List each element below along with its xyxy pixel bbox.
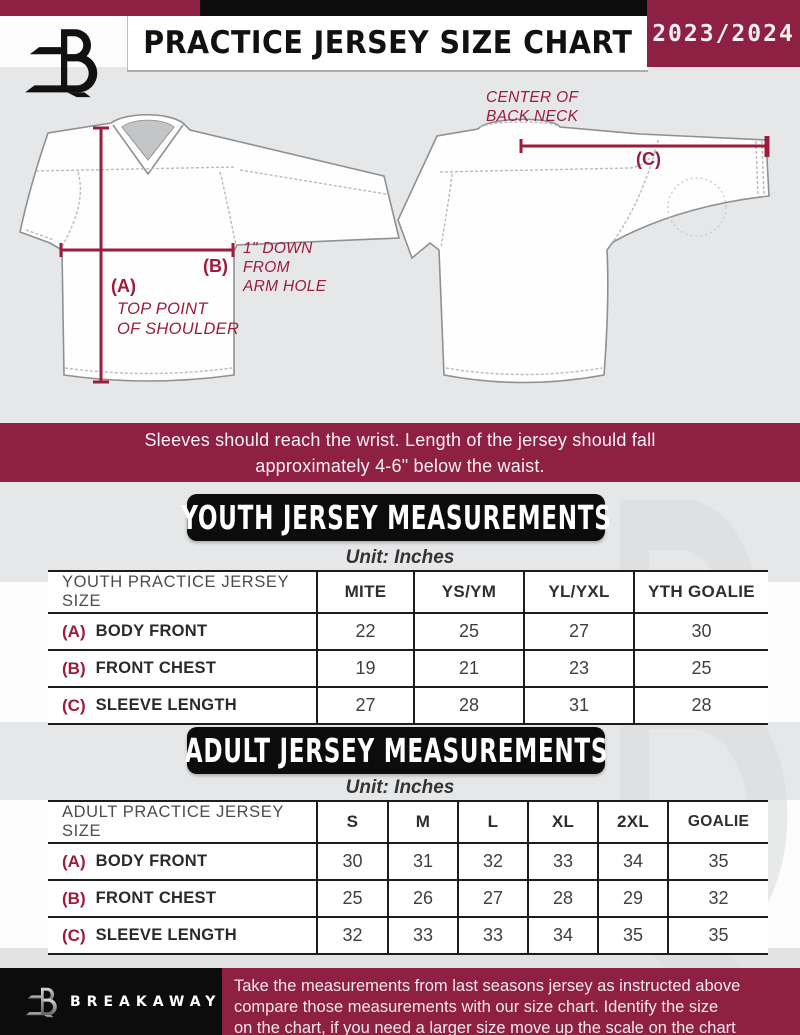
- adult-section-banner: [184, 727, 608, 774]
- season-label: 2023/2024: [652, 20, 795, 47]
- cell-value: 30: [691, 621, 712, 641]
- youth-col-ylyxl: YL/YXL: [525, 572, 635, 612]
- cell-value: 33: [529, 844, 599, 879]
- table-row: [48, 881, 768, 918]
- cell-value: 25: [318, 881, 389, 916]
- row-label: SLEEVE LENGTH: [95, 926, 238, 944]
- table-row: [48, 614, 768, 651]
- footer-brand-panel: [0, 968, 222, 1035]
- cell-value: 32: [708, 888, 729, 908]
- cell-value: 29: [599, 881, 669, 916]
- cell-value: 28: [691, 695, 712, 715]
- fit-notice-line1: Sleeves should reach the wrist. Length of the jersey should fall: [144, 429, 656, 450]
- cell-value: 33: [389, 918, 459, 953]
- footer-line3: on the chart, if you need a larger size move up the scale on the chart: [234, 1019, 736, 1035]
- adult-size-table: [48, 800, 768, 955]
- cell-value: 23: [525, 651, 635, 686]
- cell-value: 34: [529, 918, 599, 953]
- adult-table-header-label: ADULT PRACTICE JERSEY SIZE: [48, 802, 318, 842]
- cell-value: 28: [415, 688, 525, 723]
- cell-value: 32: [318, 918, 389, 953]
- table-row: [48, 918, 768, 955]
- center-back-neck-label: CENTER OF BACK NECK: [486, 89, 579, 125]
- page-title: PRACTICE JERSEY SIZE CHART: [143, 25, 633, 61]
- fit-notice-line2: approximately 4-6" below the waist.: [255, 455, 545, 476]
- row-label: BODY FRONT: [95, 622, 208, 640]
- cell-value: 25: [415, 614, 525, 649]
- cell-value: 28: [529, 881, 599, 916]
- cell-value: 27: [459, 881, 529, 916]
- footer-instructions: [222, 968, 800, 1035]
- adult-col-2xl: 2XL: [599, 802, 669, 842]
- footer-brand-name: BREAKAWAY: [70, 993, 222, 1010]
- cell-value: 31: [389, 844, 459, 879]
- cell-value: 35: [708, 925, 729, 945]
- cell-value: 19: [318, 651, 415, 686]
- youth-table-header-label: YOUTH PRACTICE JERSEY SIZE: [48, 572, 318, 612]
- cell-value: 33: [459, 918, 529, 953]
- cell-value: 21: [415, 651, 525, 686]
- fit-notice-banner: [0, 423, 800, 482]
- adult-banner-title: ADULT JERSEY MEASUREMENTS: [184, 731, 608, 770]
- cell-value: 31: [525, 688, 635, 723]
- adult-table-header-row: [48, 802, 768, 844]
- adult-col-m: M: [389, 802, 459, 842]
- row-key: (A): [62, 621, 86, 641]
- cell-value: 25: [691, 658, 712, 678]
- table-row: [48, 651, 768, 688]
- footer-line1: Take the measurements from last seasons jersey as instructed above: [234, 977, 741, 995]
- table-row: [48, 688, 768, 725]
- row-label: FRONT CHEST: [95, 889, 217, 907]
- youth-col-mite: MITE: [318, 572, 415, 612]
- season-badge: [647, 0, 800, 67]
- cell-value: 27: [525, 614, 635, 649]
- jersey-diagrams: [0, 70, 800, 423]
- adult-unit-label: Unit: Inches: [345, 777, 455, 798]
- row-label: SLEEVE LENGTH: [95, 696, 238, 714]
- cell-value: 32: [459, 844, 529, 879]
- row-key: (C): [62, 695, 86, 715]
- adult-col-xl: XL: [529, 802, 599, 842]
- youth-size-table: [48, 570, 768, 725]
- youth-col-goalie: YTH GOALIE: [648, 582, 755, 601]
- top-strip-black: [200, 0, 647, 16]
- measure-b-key: (B): [203, 256, 228, 276]
- row-key: (B): [62, 658, 86, 678]
- youth-col-ysym: YS/YM: [415, 572, 525, 612]
- row-key: (B): [62, 888, 86, 908]
- arm-hole-label: 1" DOWN FROM ARM HOLE: [243, 240, 327, 295]
- cell-value: 35: [708, 851, 729, 871]
- row-label: BODY FRONT: [95, 852, 208, 870]
- youth-section-banner: [180, 494, 612, 541]
- youth-banner-title: YOUTH JERSEY MEASUREMENTS: [180, 498, 612, 537]
- adult-col-l: L: [459, 802, 529, 842]
- breakaway-logo-small-icon: [24, 984, 58, 1020]
- cell-value: 26: [389, 881, 459, 916]
- row-key: (C): [62, 925, 86, 945]
- cell-value: 27: [318, 688, 415, 723]
- cell-value: 35: [599, 918, 669, 953]
- table-row: [48, 844, 768, 881]
- page-title-box: [127, 16, 648, 70]
- measure-a-key: (A): [111, 276, 136, 296]
- breakaway-logo-icon: [22, 20, 100, 104]
- top-point-shoulder-label: TOP POINT OF SHOULDER: [117, 300, 240, 338]
- cell-value: 34: [599, 844, 669, 879]
- footer-line2: compare those measurements with our size chart. Identify the size: [234, 998, 719, 1016]
- cell-value: 30: [318, 844, 389, 879]
- youth-table-header-row: [48, 572, 768, 614]
- adult-col-goalie: GOALIE: [687, 813, 750, 830]
- measure-c-key: (C): [636, 149, 661, 169]
- row-key: (A): [62, 851, 86, 871]
- row-label: FRONT CHEST: [95, 659, 217, 677]
- top-strip-maroon: [0, 0, 200, 16]
- cell-value: 22: [318, 614, 415, 649]
- adult-col-s: S: [318, 802, 389, 842]
- youth-unit-label: Unit: Inches: [345, 547, 455, 568]
